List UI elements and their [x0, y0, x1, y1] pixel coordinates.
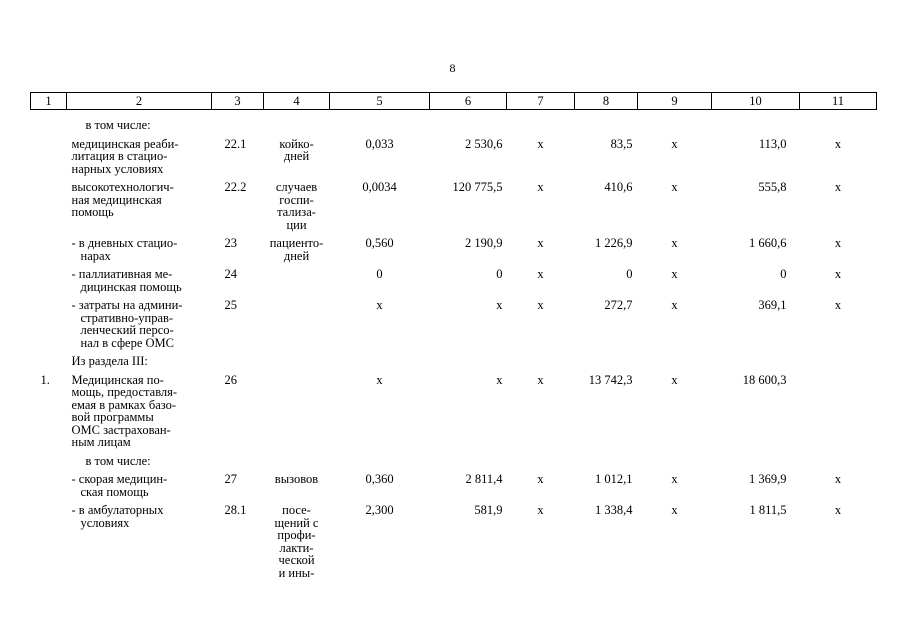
- table-row: [31, 473, 877, 504]
- row-number: [31, 268, 67, 299]
- col-8-value: 13 742,3: [588, 372, 633, 387]
- header-col-7: 7: [507, 93, 575, 110]
- row-unit: [264, 110, 330, 138]
- col-6-value: x: [496, 372, 503, 387]
- col-8-value: [575, 355, 638, 374]
- col-10-value: 18 600,3: [742, 372, 787, 387]
- col-5-value: [330, 355, 430, 374]
- col-7-value: x: [537, 472, 544, 486]
- col-8-value: 1 012,1: [595, 472, 633, 486]
- row-name-text: - в амбулаторных условиях: [71, 503, 164, 530]
- row-unit: случаев госпи- тализа- ции: [275, 180, 318, 232]
- row-name-text: - в дневных стацио- нарах: [71, 236, 178, 263]
- col-11-value: x: [834, 267, 842, 281]
- row-name-text: высокотехнологич- ная медицинская помощь: [71, 180, 174, 219]
- row-code: 27: [224, 472, 237, 486]
- row-code: [212, 455, 264, 474]
- col-9-value: x: [671, 472, 678, 486]
- row-name-text: в том числе:: [85, 453, 151, 468]
- col-10-value: 555,8: [758, 180, 787, 194]
- row-name: [67, 504, 212, 585]
- col-10-value: 369,1: [758, 298, 787, 312]
- col-11-value: x: [834, 180, 842, 194]
- table-row: [31, 237, 877, 268]
- col-8-value: 83,5: [610, 136, 633, 151]
- row-number: [31, 504, 67, 585]
- row-unit: посе- щений с профи- лакти- ческой и ины-: [274, 503, 319, 580]
- row-number: [31, 237, 67, 268]
- row-name: [67, 355, 212, 374]
- col-5-value: 0,0034: [362, 180, 397, 194]
- row-name-text: Медицинская по- мощь, предоставля- емая в рамках базо- вой программы ОМС застрахован- ным лицам: [71, 372, 178, 449]
- row-number: [31, 181, 67, 237]
- row-code: 28.1: [224, 503, 247, 517]
- col-9-value: x: [671, 136, 678, 151]
- row-code: 25: [224, 298, 237, 312]
- table-row: [31, 138, 877, 182]
- col-7-value: x: [537, 298, 544, 312]
- table-row: [31, 504, 877, 585]
- col-8-value: 1 338,4: [595, 503, 633, 517]
- col-9-value: x: [671, 298, 678, 312]
- row-number: 1.: [40, 372, 50, 387]
- data-table: [30, 92, 877, 585]
- col-10-value: 1 369,9: [749, 472, 787, 486]
- table-row: [31, 355, 877, 374]
- table-row: [31, 181, 877, 237]
- col-9-value: x: [671, 236, 678, 250]
- row-number: [31, 473, 67, 504]
- table-row: [31, 455, 877, 474]
- row-code: 22.1: [224, 136, 247, 151]
- row-name: [67, 138, 212, 182]
- col-8-value: 1 226,9: [595, 236, 633, 250]
- table-row: [31, 299, 877, 355]
- col-6-value: 120 775,5: [452, 180, 503, 194]
- row-code: [212, 355, 264, 374]
- col-10-value: 113,0: [758, 136, 787, 151]
- col-9-value: x: [671, 180, 678, 194]
- header-col-3: 3: [212, 93, 264, 110]
- header-col-10: 10: [712, 93, 800, 110]
- header-col-2: 2: [67, 93, 212, 110]
- row-name-text: Из раздела III:: [71, 354, 148, 368]
- row-number: [31, 355, 67, 374]
- col-5-value: x: [376, 372, 383, 387]
- col-11-value: [800, 455, 877, 474]
- col-6-value: [430, 355, 507, 374]
- row-number: [31, 110, 67, 138]
- row-name-text: - паллиативная ме- дицинская помощь: [71, 267, 182, 294]
- row-unit: пациенто- дней: [269, 236, 324, 263]
- col-10-value: 1 660,6: [749, 236, 787, 250]
- row-code: 24: [224, 267, 237, 281]
- col-9-value: x: [671, 267, 678, 281]
- col-7-value: x: [537, 136, 544, 151]
- row-name: [67, 237, 212, 268]
- col-6-value: 2 811,4: [465, 472, 503, 486]
- col-5-value: 0,560: [365, 236, 394, 250]
- col-10-value: [712, 110, 800, 138]
- col-9-value: x: [671, 372, 678, 387]
- col-10-value: 1 811,5: [749, 503, 787, 517]
- row-name: [67, 268, 212, 299]
- row-unit: [264, 268, 330, 299]
- col-8-value: 272,7: [604, 298, 633, 312]
- row-name: [67, 455, 212, 474]
- row-code: 23: [224, 236, 237, 250]
- row-code: 26: [224, 372, 237, 387]
- col-11-value: x: [834, 136, 842, 151]
- col-8-value: 0: [626, 267, 633, 281]
- col-11-value: x: [834, 472, 842, 486]
- col-9-value: [638, 455, 712, 474]
- col-6-value: 2 190,9: [465, 236, 503, 250]
- header-col-9: 9: [638, 93, 712, 110]
- row-code: 22.2: [224, 180, 247, 194]
- col-6-value: 0: [496, 267, 503, 281]
- row-unit: [264, 299, 330, 355]
- col-11-value: x: [834, 503, 842, 517]
- row-name: [67, 299, 212, 355]
- row-name-text: медицинская реаби- литация в стацио- нарных условиях: [71, 136, 179, 176]
- col-6-value: x: [496, 298, 503, 312]
- col-5-value: 0,360: [365, 472, 394, 486]
- col-9-value: [638, 355, 712, 374]
- header-col-6: 6: [430, 93, 507, 110]
- row-code: [212, 110, 264, 138]
- row-number: [31, 299, 67, 355]
- row-name-text: в том числе:: [85, 118, 151, 132]
- row-unit: вызовов: [274, 472, 319, 486]
- col-5-value: 0,033: [365, 136, 394, 151]
- col-9-value: x: [671, 503, 678, 517]
- col-7-value: [507, 355, 575, 374]
- row-number: [31, 455, 67, 474]
- col-8-value: [575, 110, 638, 138]
- row-unit: койко- дней: [279, 136, 314, 163]
- col-11-value: [800, 355, 877, 374]
- col-11-value: x: [834, 236, 842, 250]
- header-col-5: 5: [330, 93, 430, 110]
- table-row: [31, 110, 877, 138]
- header-col-11: 11: [800, 93, 877, 110]
- col-8-value: 410,6: [604, 180, 633, 194]
- row-name-text: - скорая медицин- ская помощь: [71, 472, 168, 499]
- row-name: [67, 374, 212, 455]
- table-row: [31, 374, 877, 455]
- row-name: [67, 110, 212, 138]
- col-11-value: [800, 110, 877, 138]
- table-row: [31, 268, 877, 299]
- col-7-value: x: [537, 267, 544, 281]
- row-number: [31, 138, 67, 182]
- row-name: [67, 181, 212, 237]
- col-5-value: x: [376, 298, 383, 312]
- col-9-value: [638, 110, 712, 138]
- page-number: 8: [449, 61, 456, 75]
- col-11-value: x: [834, 298, 842, 312]
- col-7-value: [507, 455, 575, 474]
- col-7-value: x: [537, 503, 544, 517]
- row-unit: [264, 455, 330, 474]
- header-row: [31, 93, 877, 110]
- row-unit: [264, 374, 330, 455]
- col-6-value: [430, 455, 507, 474]
- col-7-value: [507, 110, 575, 138]
- col-7-value: x: [537, 180, 544, 194]
- col-5-value: [330, 455, 430, 474]
- header-col-4: 4: [264, 93, 330, 110]
- col-5-value: [330, 110, 430, 138]
- row-name-text: - затраты на админи- стративно-управ- ленческий персо- нал в сфере ОМС: [71, 298, 183, 350]
- col-7-value: x: [537, 372, 544, 387]
- col-6-value: 581,9: [474, 503, 503, 517]
- col-11-value: [800, 374, 877, 455]
- col-10-value: 0: [780, 267, 787, 281]
- col-5-value: 2,300: [365, 503, 394, 517]
- col-6-value: [430, 110, 507, 138]
- col-10-value: [712, 455, 800, 474]
- table-body: [31, 110, 877, 586]
- col-7-value: x: [537, 236, 544, 250]
- header-col-1: 1: [31, 93, 67, 110]
- row-unit: [264, 355, 330, 374]
- col-6-value: 2 530,6: [465, 136, 503, 151]
- col-5-value: 0: [376, 267, 383, 281]
- col-10-value: [712, 355, 800, 374]
- col-8-value: [575, 455, 638, 474]
- row-name: [67, 473, 212, 504]
- header-col-8: 8: [575, 93, 638, 110]
